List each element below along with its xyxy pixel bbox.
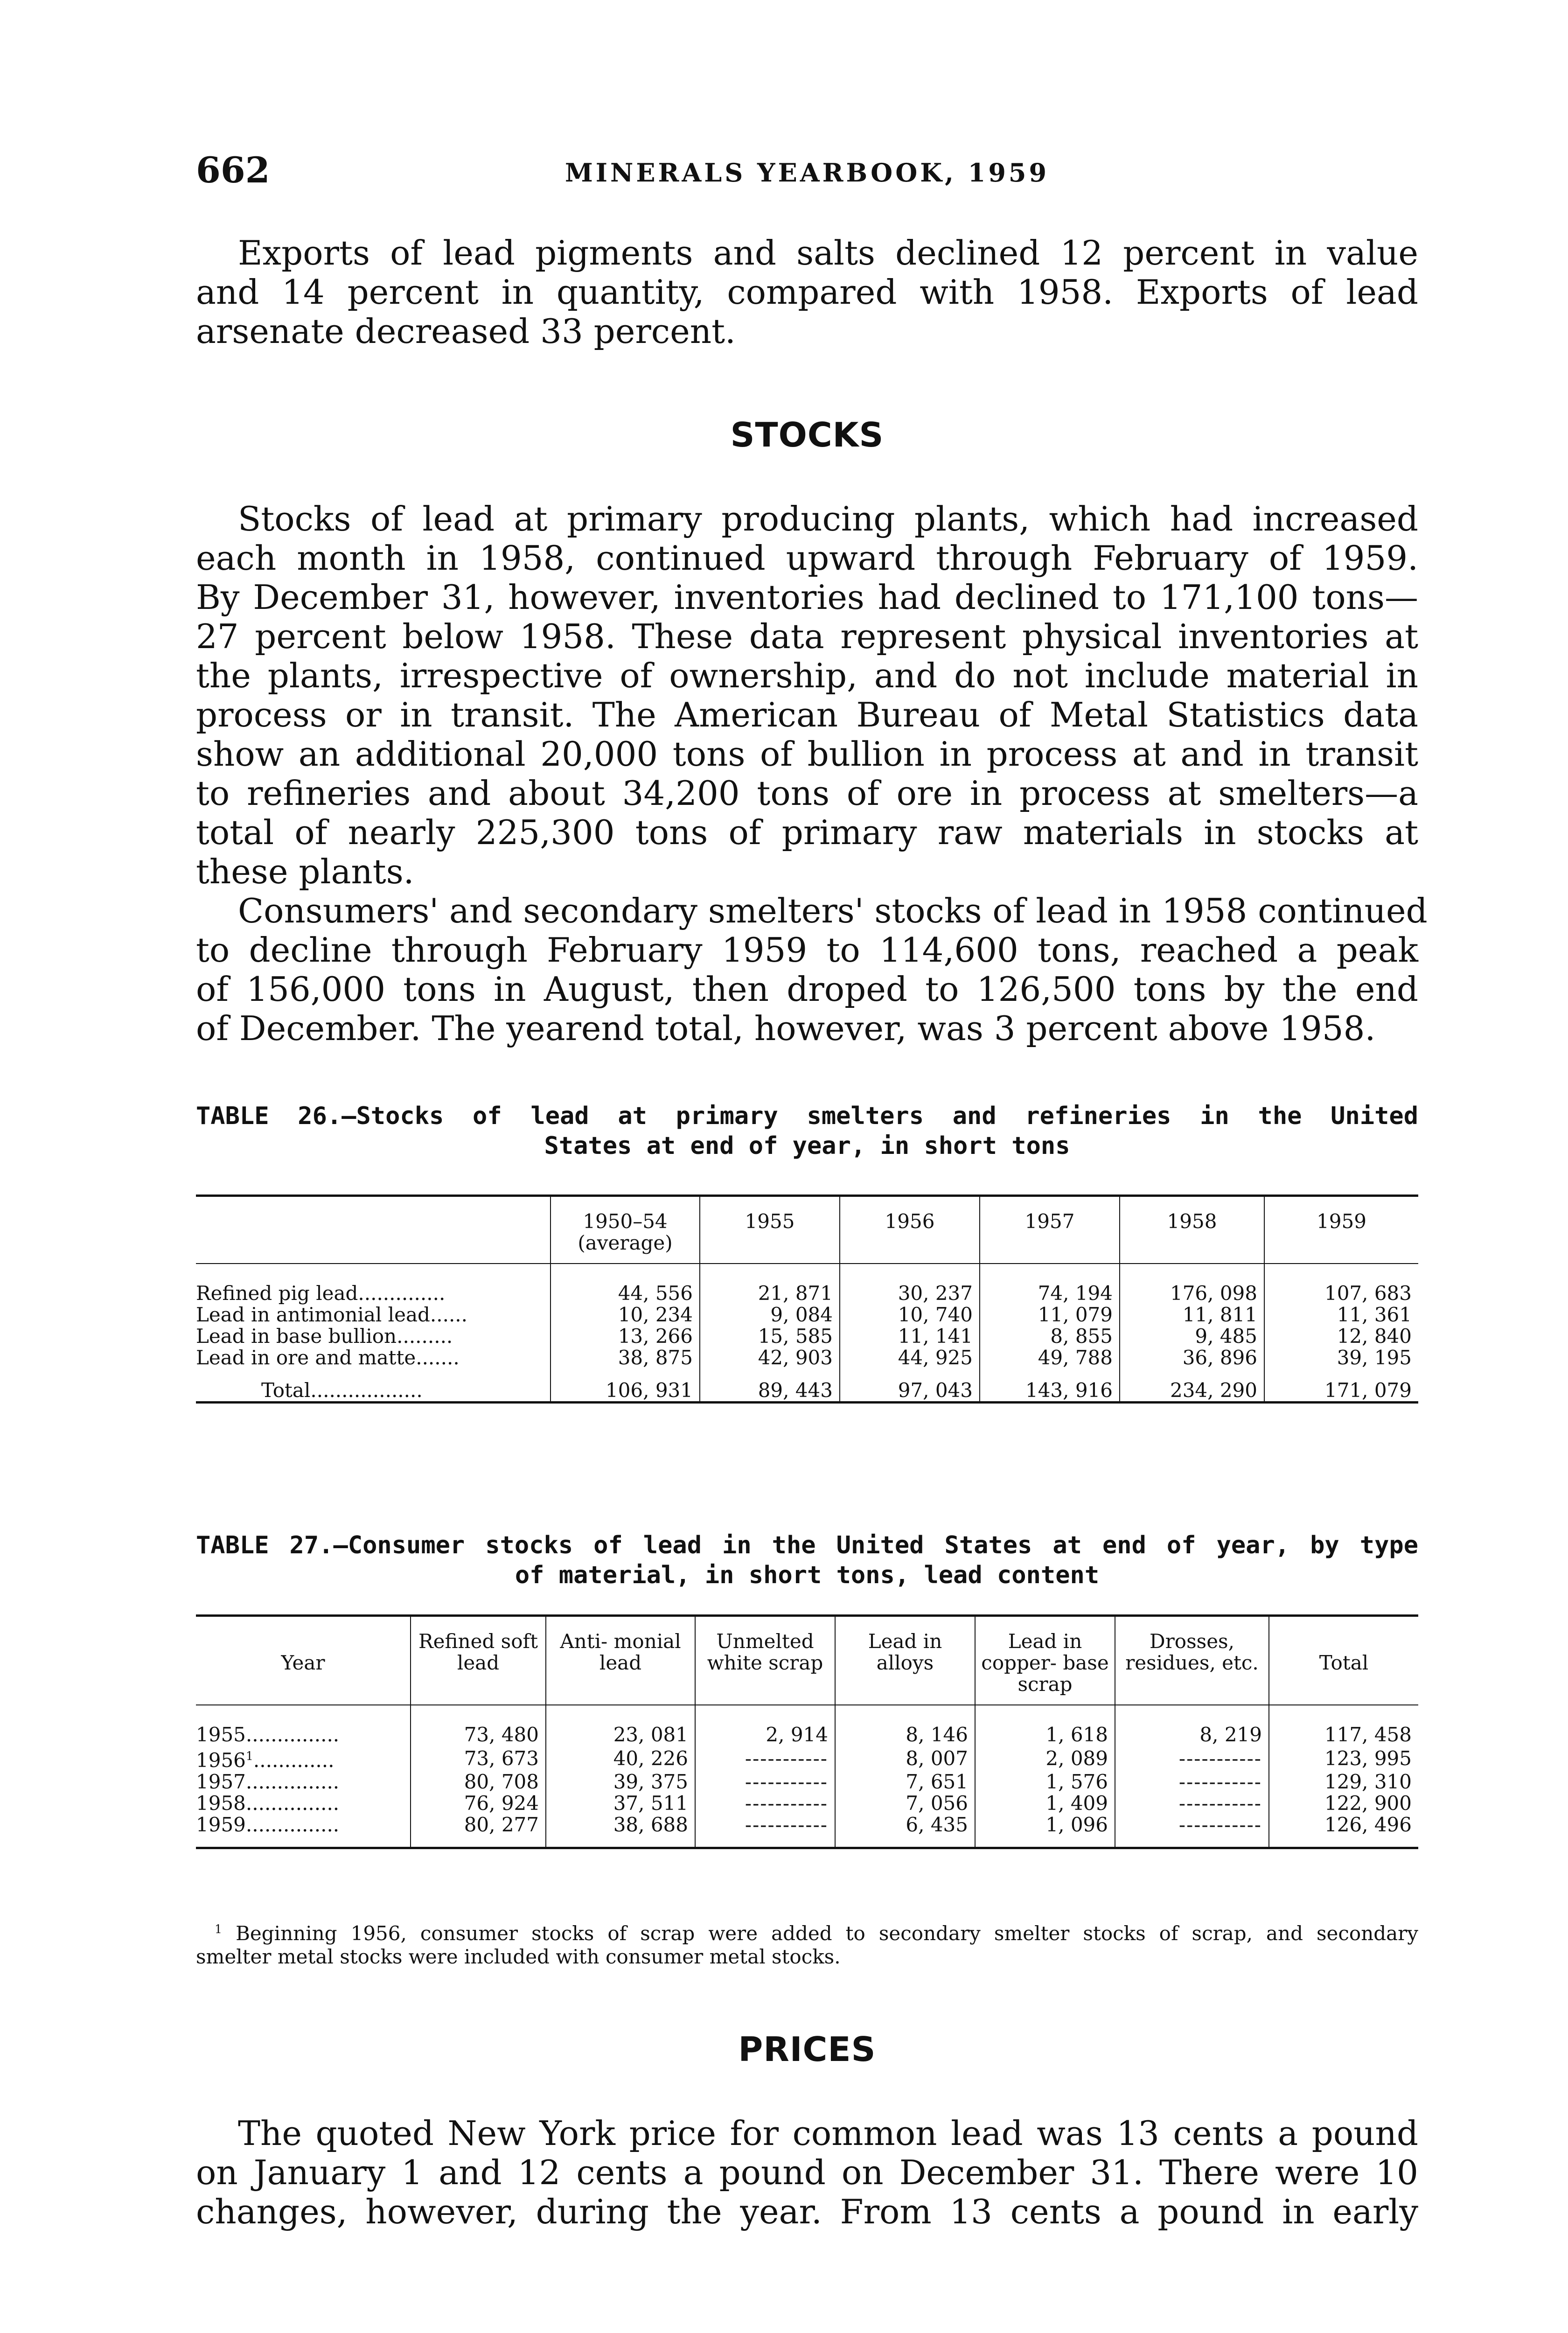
leader-dots: ............... bbox=[245, 1792, 340, 1815]
table-cell: 30, 237 bbox=[840, 1264, 980, 1304]
table-cell: 9, 485 bbox=[1120, 1326, 1264, 1347]
footnote-text: Beginning 1956, consumer stocks of scrap were added to secondary smelter stocks of scrap, and secondary bbox=[236, 1922, 1418, 1945]
leader-dots: ............... bbox=[245, 1813, 340, 1836]
text-line: of December. The yearend total, however, was 3 percent above 1958. bbox=[196, 1009, 1376, 1048]
row-label bbox=[196, 1746, 411, 1771]
table-cell: 10, 740 bbox=[840, 1304, 980, 1326]
column-header: Total bbox=[1269, 1616, 1418, 1705]
footnote-line: smelter metal stocks were included with consumer metal stocks. bbox=[196, 1945, 841, 1968]
table-cell: 13, 266 bbox=[551, 1326, 700, 1347]
column-header: 1958 bbox=[1120, 1196, 1264, 1264]
row-label-text: 1955 bbox=[196, 1723, 246, 1746]
table-cell: 129, 310 bbox=[1269, 1771, 1418, 1793]
table-row bbox=[196, 1814, 1418, 1848]
column-header: 1959 bbox=[1264, 1196, 1418, 1264]
row-label bbox=[196, 1304, 551, 1326]
table-cell: 9, 084 bbox=[700, 1304, 840, 1326]
table-cell: 39, 195 bbox=[1264, 1347, 1418, 1380]
table-cell: 6, 435 bbox=[835, 1814, 975, 1848]
table-row bbox=[196, 1326, 1418, 1347]
leader-dots: ...... bbox=[430, 1303, 467, 1326]
row-label-text: Lead in antimonial lead bbox=[196, 1303, 430, 1326]
table-cell: 8, 146 bbox=[835, 1705, 975, 1746]
table-cell: 23, 081 bbox=[546, 1705, 695, 1746]
text-line: process or in transit. The American Bureau of Metal Statistics data bbox=[196, 695, 1418, 734]
row-label-text: 1956 bbox=[196, 1749, 246, 1772]
intro-paragraph bbox=[196, 233, 1418, 351]
column-header-blank bbox=[196, 1196, 551, 1264]
table-27-footnote bbox=[196, 1918, 1418, 1969]
caption-line: of material, in short tons, lead content bbox=[515, 1561, 1100, 1589]
row-label bbox=[196, 1814, 411, 1848]
text-line: and 14 percent in quantity, compared with 1958. Exports of lead bbox=[196, 272, 1418, 312]
text-line: total of nearly 225,300 tons of primary raw materials in stocks at bbox=[196, 813, 1418, 852]
table-cell: 143, 916 bbox=[980, 1380, 1120, 1403]
text-line: to decline through February 1959 to 114,600 tons, reached a peak bbox=[196, 930, 1418, 970]
row-label-text: 1957 bbox=[196, 1770, 246, 1793]
table-cell-empty: ----------- bbox=[1115, 1814, 1269, 1848]
text-line: 27 percent below 1958. These data represent physical inventories at bbox=[196, 617, 1418, 656]
table-cell: 73, 673 bbox=[411, 1746, 546, 1771]
text-line: each month in 1958, continued upward through February of 1959. bbox=[196, 538, 1418, 578]
row-label bbox=[196, 1326, 551, 1347]
table-27-caption bbox=[196, 1530, 1418, 1590]
table-cell: 117, 458 bbox=[1269, 1705, 1418, 1746]
table-cell: 36, 896 bbox=[1120, 1347, 1264, 1380]
text-line: By December 31, however, inventories had declined to 171,100 tons— bbox=[196, 578, 1418, 617]
row-label-text: Total bbox=[261, 1379, 311, 1402]
column-header: Year bbox=[281, 1651, 325, 1674]
table-cell: 42, 903 bbox=[700, 1347, 840, 1380]
page-header bbox=[196, 149, 1418, 196]
table-cell: 40, 226 bbox=[546, 1746, 695, 1771]
page-number: 662 bbox=[196, 149, 270, 191]
table-cell: 73, 480 bbox=[411, 1705, 546, 1746]
leader-dots: .............. bbox=[358, 1282, 446, 1305]
leader-dots: ............... bbox=[245, 1770, 340, 1793]
prices-paragraph bbox=[196, 2114, 1418, 2231]
table-cell: 123, 995 bbox=[1269, 1746, 1418, 1771]
table-cell: 80, 277 bbox=[411, 1814, 546, 1848]
table-total-row bbox=[196, 1380, 1418, 1403]
footnote-ref: 1 bbox=[245, 1749, 253, 1763]
table-row bbox=[196, 1347, 1418, 1380]
table-cell: 11, 141 bbox=[840, 1326, 980, 1347]
footnote-mark: 1 bbox=[215, 1922, 223, 1936]
table-cell: 74, 194 bbox=[980, 1264, 1120, 1304]
text-line: Stocks of lead at primary producing plants, which had increased bbox=[238, 499, 1418, 538]
footnote-line bbox=[196, 1918, 1418, 1945]
table-cell: 89, 443 bbox=[700, 1380, 840, 1403]
table-cell: 2, 089 bbox=[975, 1746, 1115, 1771]
table-cell: 1, 618 bbox=[975, 1705, 1115, 1746]
table-cell-empty: ----------- bbox=[695, 1793, 835, 1814]
table-cell: 76, 924 bbox=[411, 1793, 546, 1814]
table-cell: 2, 914 bbox=[695, 1705, 835, 1746]
text-line: changes, however, during the year. From 13 cents a pound in early bbox=[196, 2192, 1418, 2231]
row-label-text: 1959 bbox=[196, 1813, 246, 1836]
row-label bbox=[196, 1380, 551, 1403]
text-line: Exports of lead pigments and salts declined 12 percent in value bbox=[238, 233, 1418, 272]
prices-heading: PRICES bbox=[738, 2030, 876, 2069]
stocks-paragraph-1 bbox=[196, 499, 1418, 891]
leader-dots: ......... bbox=[397, 1325, 453, 1348]
row-label bbox=[196, 1705, 411, 1746]
leader-dots: ............. bbox=[253, 1749, 335, 1772]
table-cell: 1, 576 bbox=[975, 1771, 1115, 1793]
table-cell: 44, 556 bbox=[551, 1264, 700, 1304]
table-cell-empty: ----------- bbox=[695, 1746, 835, 1771]
caption-line: TABLE 27.—Consumer stocks of lead in the United States at end of year, by type bbox=[196, 1531, 1418, 1559]
table-cell: 171, 079 bbox=[1264, 1380, 1418, 1403]
table-cell: 106, 931 bbox=[551, 1380, 700, 1403]
row-label-text: Refined pig lead bbox=[196, 1282, 358, 1305]
leader-dots: ....... bbox=[416, 1346, 460, 1369]
caption-line: TABLE 26.—Stocks of lead at primary smelters and refineries in the United bbox=[196, 1102, 1418, 1130]
row-label-text: Lead in ore and matte bbox=[196, 1346, 416, 1369]
table-cell: 7, 056 bbox=[835, 1793, 975, 1814]
table-cell: 97, 043 bbox=[840, 1380, 980, 1403]
stocks-heading: STOCKS bbox=[730, 415, 884, 454]
row-label-text: 1958 bbox=[196, 1792, 246, 1815]
table-row bbox=[196, 1264, 1418, 1304]
running-title: MINERALS YEARBOOK, 1959 bbox=[564, 158, 1050, 188]
table-cell: 38, 688 bbox=[546, 1814, 695, 1848]
table-row bbox=[196, 1304, 1418, 1326]
table-27 bbox=[196, 1614, 1418, 1849]
table-cell: 8, 855 bbox=[980, 1326, 1120, 1347]
column-header: Drosses, residues, etc. bbox=[1115, 1616, 1269, 1705]
text-line: arsenate decreased 33 percent. bbox=[196, 312, 736, 351]
table-cell: 39, 375 bbox=[546, 1771, 695, 1793]
table-cell: 12, 840 bbox=[1264, 1326, 1418, 1347]
text-line: the plants, irrespective of ownership, and do not include material in bbox=[196, 656, 1418, 695]
column-header: 1956 bbox=[840, 1196, 980, 1264]
table-26-caption bbox=[196, 1101, 1418, 1161]
column-header: 1950–54 (average) bbox=[551, 1196, 700, 1264]
table-cell-empty: ----------- bbox=[1115, 1793, 1269, 1814]
table-cell: 80, 708 bbox=[411, 1771, 546, 1793]
row-label bbox=[196, 1771, 411, 1793]
table-row bbox=[196, 1705, 1418, 1746]
table-cell: 10, 234 bbox=[551, 1304, 700, 1326]
table-cell: 8, 007 bbox=[835, 1746, 975, 1771]
table-cell-empty: ----------- bbox=[695, 1814, 835, 1848]
table-row bbox=[196, 1771, 1418, 1793]
text-line: to refineries and about 34,200 tons of ore in process at smelters—a bbox=[196, 774, 1418, 813]
table-cell: 11, 811 bbox=[1120, 1304, 1264, 1326]
table-26 bbox=[196, 1194, 1418, 1404]
table-cell-empty: ----------- bbox=[1115, 1746, 1269, 1771]
table-cell-empty: ----------- bbox=[695, 1771, 835, 1793]
text-line: of 156,000 tons in August, then droped to 126,500 tons by the end bbox=[196, 970, 1418, 1009]
table-cell: 234, 290 bbox=[1120, 1380, 1264, 1403]
leader-dots: ............... bbox=[245, 1723, 340, 1746]
table-cell: 7, 651 bbox=[835, 1771, 975, 1793]
column-header: Unmelted white scrap bbox=[695, 1616, 835, 1705]
row-label bbox=[196, 1264, 551, 1304]
text-line: on January 1 and 12 cents a pound on December 31. There were 10 bbox=[196, 2153, 1418, 2192]
column-header: Refined soft lead bbox=[411, 1616, 546, 1705]
text-line: Consumers' and secondary smelters' stocks of lead in 1958 continued bbox=[238, 891, 1428, 930]
column-header: Lead in copper- base scrap bbox=[975, 1616, 1115, 1705]
table-row bbox=[196, 1746, 1418, 1771]
column-header: Lead in alloys bbox=[835, 1616, 975, 1705]
text-line: show an additional 20,000 tons of bullion in process at and in transit bbox=[196, 734, 1418, 774]
table-cell: 126, 496 bbox=[1269, 1814, 1418, 1848]
stocks-paragraph-2 bbox=[196, 891, 1428, 1048]
caption-line: States at end of year, in short tons bbox=[544, 1132, 1070, 1160]
column-header: Anti- monial lead bbox=[546, 1616, 695, 1705]
table-cell: 11, 079 bbox=[980, 1304, 1120, 1326]
column-header: 1955 bbox=[700, 1196, 840, 1264]
leader-dots: .................. bbox=[310, 1379, 423, 1402]
table-cell: 49, 788 bbox=[980, 1347, 1120, 1380]
table-cell: 122, 900 bbox=[1269, 1793, 1418, 1814]
table-cell: 8, 219 bbox=[1115, 1705, 1269, 1746]
table-cell: 15, 585 bbox=[700, 1326, 840, 1347]
row-label bbox=[196, 1347, 551, 1380]
row-label bbox=[196, 1793, 411, 1814]
table-cell-empty: ----------- bbox=[1115, 1771, 1269, 1793]
table-cell: 176, 098 bbox=[1120, 1264, 1264, 1304]
text-line: these plants. bbox=[196, 852, 414, 891]
table-cell: 37, 511 bbox=[546, 1793, 695, 1814]
table-cell: 38, 875 bbox=[551, 1347, 700, 1380]
table-cell: 107, 683 bbox=[1264, 1264, 1418, 1304]
table-cell: 1, 096 bbox=[975, 1814, 1115, 1848]
text-line: The quoted New York price for common lead was 13 cents a pound bbox=[238, 2114, 1418, 2153]
table-cell: 11, 361 bbox=[1264, 1304, 1418, 1326]
column-header: 1957 bbox=[980, 1196, 1120, 1264]
table-cell: 21, 871 bbox=[700, 1264, 840, 1304]
row-label-text: Lead in base bullion bbox=[196, 1325, 397, 1348]
table-cell: 44, 925 bbox=[840, 1347, 980, 1380]
table-cell: 1, 409 bbox=[975, 1793, 1115, 1814]
table-row bbox=[196, 1793, 1418, 1814]
